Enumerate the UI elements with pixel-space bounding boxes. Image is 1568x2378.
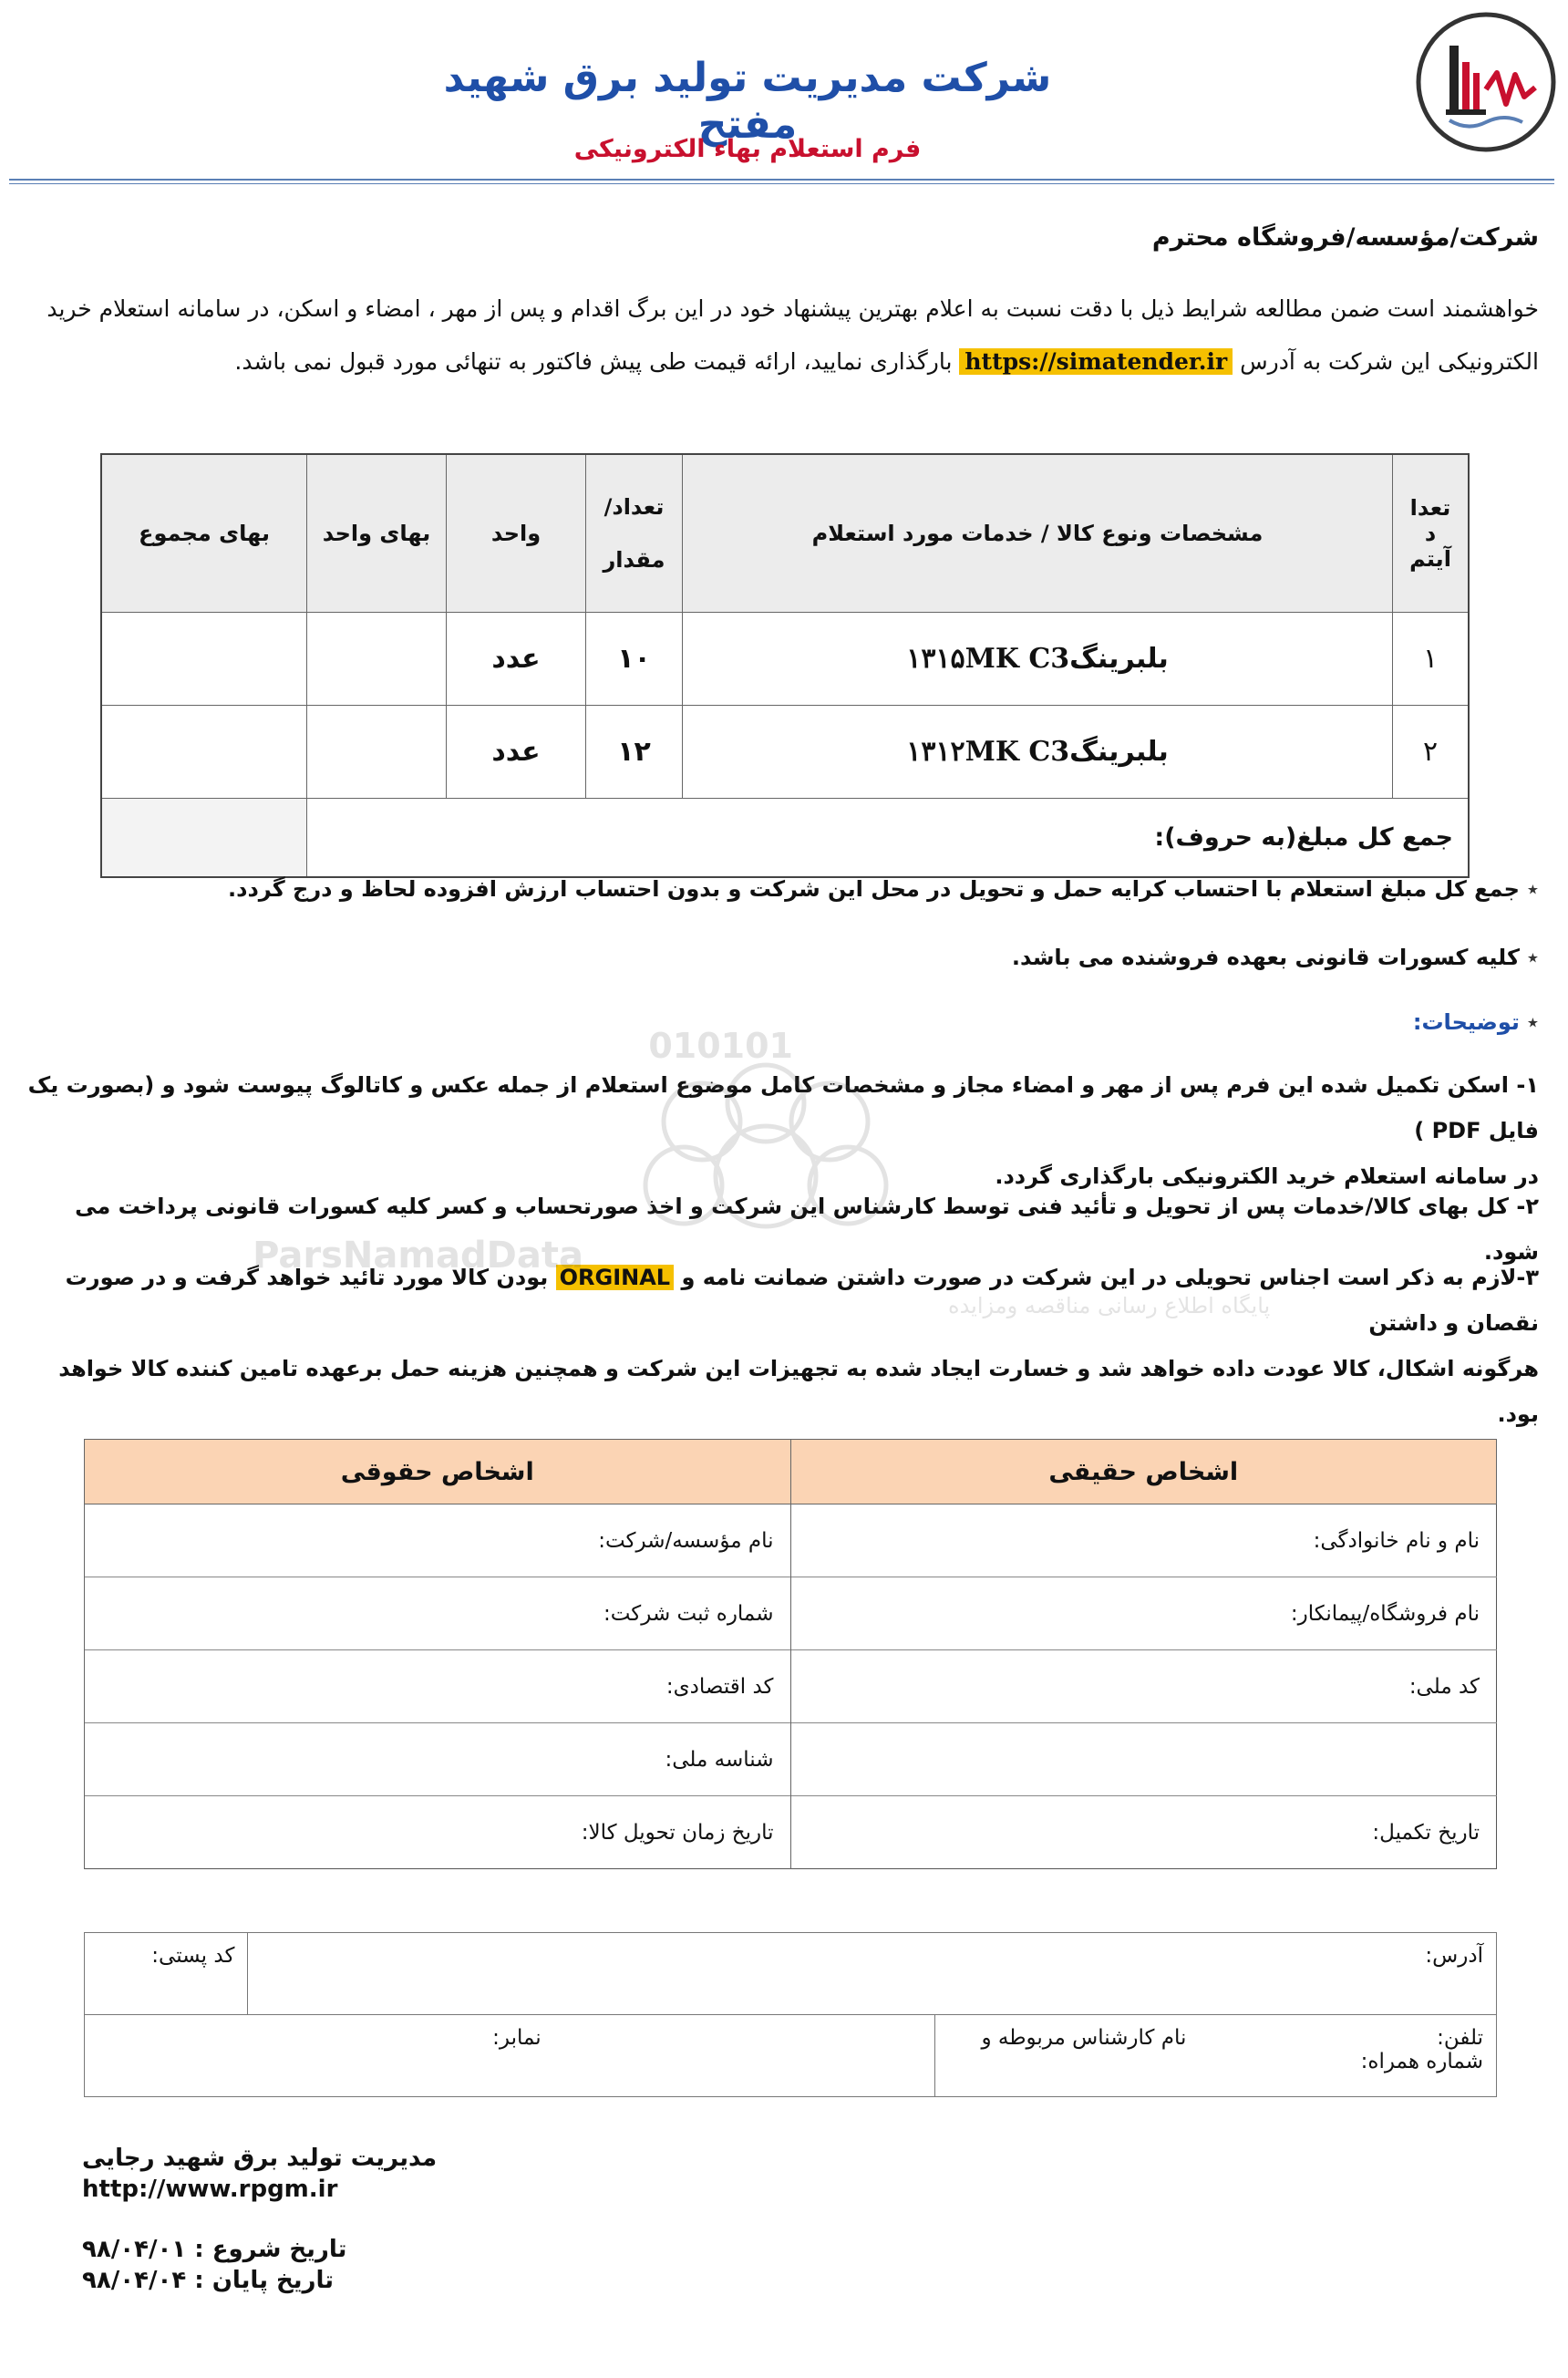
legal-delivery-date-field[interactable]: تاریخ زمان تحویل کالا:: [85, 1796, 791, 1869]
row-unit-price[interactable]: [307, 706, 447, 799]
row-unit: عدد: [447, 706, 586, 799]
description-1: ۱- اسکن تکمیل شده این فرم پس از مهر و امضاء مجاز و مشخصات کامل موضوع استعلام از جمله عکس و کاتالوگ پیوست شود و (بصورت یک فایل PDF ) در سامانه استعلام خرید الکترونیکی بارگذاری گردد.: [27, 1072, 1539, 1189]
real-national-code-field[interactable]: کد ملی:: [790, 1650, 1497, 1723]
contact-person-label: نام کارشناس مربوطه و شماره همراه:: [981, 2026, 1483, 2073]
header-item-number: تعدا د آیتم: [1393, 454, 1470, 613]
header: [9, 0, 1559, 182]
descriptions-heading: ٭توضیحات:: [1412, 1009, 1539, 1035]
table-row: [85, 1577, 1497, 1650]
row-number: ۱: [1393, 613, 1470, 706]
legal-national-id-field[interactable]: شناسه ملی:: [85, 1723, 791, 1796]
header-description: مشخصات ونوع کالا / خدمات مورد استعلام: [683, 454, 1393, 613]
real-persons-header: اشخاص حقیقی: [790, 1440, 1497, 1504]
phone-field[interactable]: تلفن: نام کارشناس مربوطه و شماره همراه:: [935, 2015, 1497, 2097]
row-unit: عدد: [447, 613, 586, 706]
simatender-link[interactable]: https://simatender.ir: [959, 348, 1233, 375]
footer-org-name: مدیریت تولید برق شهید رجایی: [82, 2145, 438, 2172]
row-quantity: ۱۰: [586, 613, 683, 706]
svg-text:010101: 010101: [648, 1026, 793, 1066]
start-date: تاریخ شروع : ۹۸/۰۴/۰۱: [82, 2236, 347, 2263]
footer-website-link[interactable]: http://www.rpgm.ir: [82, 2176, 338, 2203]
table-row: [85, 1933, 1497, 2015]
table-row: [101, 706, 1469, 799]
row-total[interactable]: [101, 613, 307, 706]
footer-dates-block: [82, 2234, 346, 2296]
header-quantity: تعداد/ مقدار: [586, 454, 683, 613]
table-row: [85, 1650, 1497, 1723]
row-description: بلبرینگ۱۳۱۲MK C3: [683, 706, 1393, 799]
postal-code-field[interactable]: کد پستی:: [85, 1933, 248, 2015]
legal-persons-header: اشخاص حقوقی: [85, 1440, 791, 1504]
note-2: ٭کلیه کسورات قانونی بعهده فروشنده می باشد.: [1011, 945, 1539, 970]
table-row: [85, 1723, 1497, 1796]
header-total-price: بهای مجموع: [101, 454, 307, 613]
table-row: [85, 2015, 1497, 2097]
legal-economic-code-field[interactable]: کد اقتصادی:: [85, 1650, 791, 1723]
address-table: [84, 1932, 1497, 2097]
footer-org-block: [82, 2143, 437, 2205]
intro-line-2-end: بارگذاری نمایید، ارائه قیمت طی پیش فاکتور به تنهائی مورد قبول نمی باشد.: [234, 348, 953, 375]
form-subtitle: فرم استعلام بهاء الکترونیکی: [573, 135, 922, 163]
legal-company-name-field[interactable]: نام مؤسسه/شرکت:: [85, 1504, 791, 1577]
intro-line-1: خواهشمند است ضمن مطالعه شرایط ذیل با دقت نسبت به اعلام بهترین پیشنهاد خود در این برگ اقدام و پس از مهر ، امضاء و اسکن، در سامانه استعلام خرید: [46, 295, 1539, 322]
description-2: ۲- کل بهای کالا/خدمات پس از تحویل و تأئید فنی توسط کارشناس این شرکت و اخذ صورتحساب و کسر کلیه کسورات قانونی پرداخت می شود.: [75, 1194, 1539, 1265]
svg-text:پایگاه اطلاع رسانی مناقصه ومزا: پایگاه اطلاع رسانی مناقصه ومزایده: [948, 1293, 1271, 1318]
header-divider: [9, 179, 1554, 184]
items-table: [100, 453, 1470, 878]
row-description: بلبرینگ۱۳۱۵MK C3: [683, 613, 1393, 706]
end-date: تاریخ پایان : ۹۸/۰۴/۰۴: [82, 2267, 335, 2294]
address-field[interactable]: آدرس:: [248, 1933, 1497, 2015]
salutation: شرکت/مؤسسه/فروشگاه محترم: [1151, 223, 1539, 252]
row-number: ۲: [1393, 706, 1470, 799]
row-total[interactable]: [101, 706, 307, 799]
real-empty-field[interactable]: [790, 1723, 1497, 1796]
row-unit-price[interactable]: [307, 613, 447, 706]
table-row: [85, 1796, 1497, 1869]
orginal-highlight: ORGINAL: [556, 1265, 674, 1290]
fax-field[interactable]: نمابر:: [85, 2015, 935, 2097]
total-in-words-label: جمع کل مبلغ(به حروف):: [307, 799, 1470, 878]
table-row: [101, 613, 1469, 706]
header-unit: واحد: [447, 454, 586, 613]
intro-paragraph: [26, 283, 1539, 388]
description-3: ۳-لازم به ذکر است اجناس تحویلی در این شرکت در صورت داشتن ضمانت نامه و ORGINAL بودن کالا مورد تائید خواهد گرفت و در صورت نقصان و داشتن هرگونه اشکال، کالا عودت داده خواهد شد و خسارت ایجاد شده به تجهیزات این شرکت و همچنین هزینه حمل برعهده تامین کننده کالا خواهد بود.: [58, 1265, 1539, 1427]
real-full-name-field[interactable]: نام و نام خانوادگی:: [790, 1504, 1497, 1577]
note-1: ٭جمع کل مبلغ استعلام با احتساب کرایه حمل و تحویل در محل این شرکت و بدون احتساب ارزش افزوده لحاظ و درج گردد.: [228, 876, 1539, 902]
persons-table: [84, 1439, 1497, 1869]
header-unit-price: بهای واحد: [307, 454, 447, 613]
intro-line-2-start: الکترونیکی این شرکت به آدرس: [1240, 348, 1539, 375]
company-title: شرکت مدیریت تولید برق شهید مفتح: [443, 55, 1052, 148]
real-shop-contractor-field[interactable]: نام فروشگاه/پیمانکار:: [790, 1577, 1497, 1650]
row-quantity: ۱۲: [586, 706, 683, 799]
svg-text:ParsNamadData: ParsNamadData: [253, 1235, 583, 1277]
real-completion-date-field[interactable]: تاریخ تکمیل:: [790, 1796, 1497, 1869]
legal-registration-number-field[interactable]: شماره ثبت شرکت:: [85, 1577, 791, 1650]
intro-line-2: [26, 336, 1539, 388]
table-row: [85, 1504, 1497, 1577]
power-plant-logo-icon: [1413, 9, 1559, 155]
